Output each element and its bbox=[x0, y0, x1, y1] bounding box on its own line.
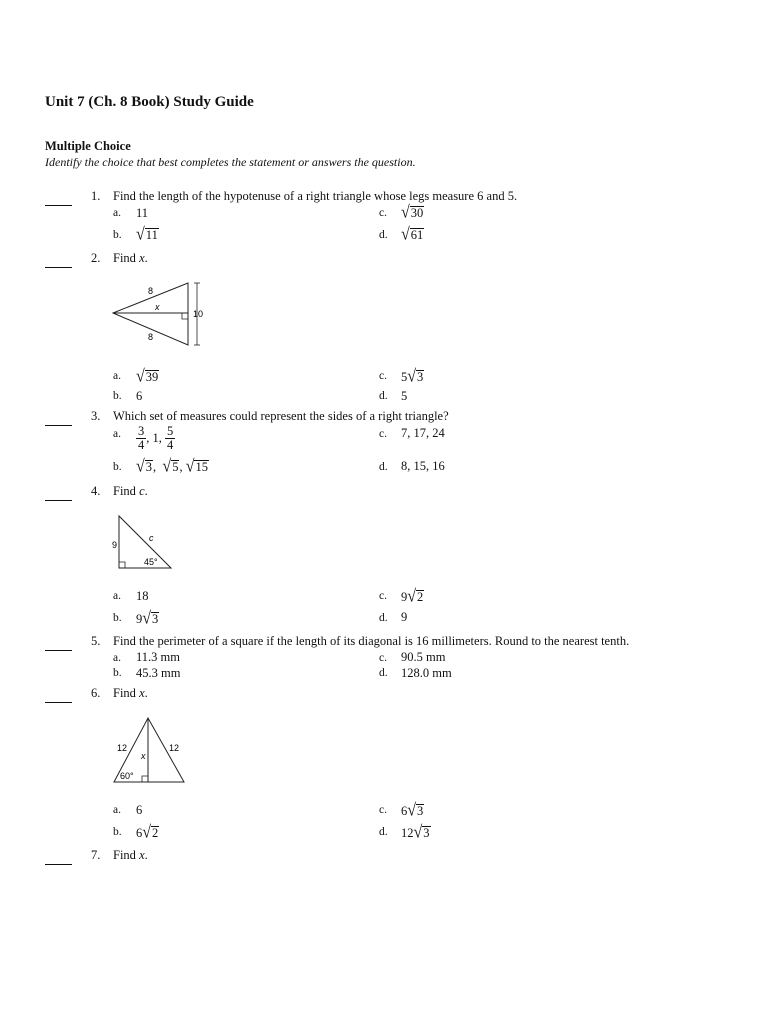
fraction: $\frac{5}{4}$ bbox=[167, 424, 174, 453]
triangle-figure bbox=[108, 280, 208, 350]
option-value: 6 bbox=[136, 389, 143, 403]
option-letter: c. bbox=[379, 590, 387, 602]
option-letter: c. bbox=[379, 652, 387, 664]
question-text: Find the perimeter of a square if the length of its diagonal is 16 millimeters. Round to the nearest tenth. bbox=[113, 634, 630, 648]
option-value: 5 bbox=[401, 389, 408, 403]
angle-label: 60° bbox=[120, 771, 134, 781]
option-letter: b. bbox=[113, 826, 122, 838]
answer-blank[interactable] bbox=[45, 499, 72, 501]
side-label: 12 bbox=[169, 743, 180, 753]
option-letter: a. bbox=[113, 428, 121, 440]
side-label: 8 bbox=[148, 286, 154, 296]
altitude-label: x bbox=[141, 751, 146, 761]
answer-blank[interactable] bbox=[45, 204, 72, 206]
radical-expression: 9√3 bbox=[136, 609, 159, 628]
option-letter: a. bbox=[113, 370, 121, 382]
question-text: Find c. bbox=[113, 484, 148, 498]
option-value bbox=[401, 227, 424, 243]
option-value: 90.5 mm bbox=[401, 650, 446, 664]
option-value bbox=[136, 227, 159, 243]
radical-expression: 5√3 bbox=[401, 367, 424, 386]
option-value: 11.3 mm bbox=[136, 650, 180, 664]
section-instructions: Identify the choice that best completes the statement or answers the question. bbox=[45, 155, 416, 169]
fraction: $\frac{3}{4}$ bbox=[138, 424, 145, 453]
question-text: Find the length of the hypotenuse of a right triangle whose legs measure 6 and 5. bbox=[113, 189, 518, 203]
option-letter: b. bbox=[113, 390, 122, 402]
question-number: 3. bbox=[91, 409, 101, 423]
side-label: 8 bbox=[148, 332, 154, 342]
answer-blank[interactable] bbox=[45, 266, 72, 268]
option-value: 8, 15, 16 bbox=[401, 459, 445, 473]
option-value: 128.0 mm bbox=[401, 666, 452, 680]
option-letter: d. bbox=[379, 390, 388, 402]
option-letter: c. bbox=[379, 207, 387, 219]
option-value: $\frac{3}{4}$ , 1, $\frac{5}{4}$ bbox=[138, 424, 174, 453]
side-label: 9 bbox=[112, 540, 118, 550]
question-number: 2. bbox=[91, 251, 101, 265]
answer-blank[interactable] bbox=[45, 701, 72, 703]
question-number: 7. bbox=[91, 848, 101, 862]
question-number: 5. bbox=[91, 634, 101, 648]
option-value bbox=[136, 369, 159, 385]
radical-expression: √15 bbox=[185, 457, 208, 476]
triangle-figure bbox=[108, 712, 190, 787]
option-value: 9 bbox=[401, 610, 408, 624]
section-heading: Multiple Choice bbox=[45, 139, 131, 153]
question-number: 6. bbox=[91, 686, 101, 700]
radical-expression: 9√2 bbox=[401, 587, 424, 606]
radical-expression: 12√3 bbox=[401, 823, 430, 842]
option-value bbox=[136, 825, 159, 841]
option-letter: b. bbox=[113, 461, 122, 473]
question-text: Find x. bbox=[113, 251, 148, 265]
option-letter: c. bbox=[379, 370, 387, 382]
radical-expression: √3 bbox=[136, 457, 153, 476]
option-letter: a. bbox=[113, 207, 121, 219]
option-letter: b. bbox=[113, 667, 122, 679]
option-letter: d. bbox=[379, 667, 388, 679]
answer-blank[interactable] bbox=[45, 863, 72, 865]
radical-expression: 6√3 bbox=[401, 801, 424, 820]
radical-expression: √30 bbox=[401, 203, 424, 222]
option-value: 6 bbox=[136, 803, 143, 817]
option-letter: a. bbox=[113, 590, 121, 602]
question-number: 4. bbox=[91, 484, 101, 498]
side-label: 12 bbox=[117, 743, 128, 753]
radical-expression: √11 bbox=[136, 225, 158, 244]
question-number: 1. bbox=[91, 189, 101, 203]
option-letter: c. bbox=[379, 428, 387, 440]
radical-expression: √61 bbox=[401, 225, 424, 244]
option-value: 7, 17, 24 bbox=[401, 426, 445, 440]
option-value: 45.3 mm bbox=[136, 666, 181, 680]
question-text: Find x. bbox=[113, 848, 148, 862]
option-value bbox=[401, 803, 424, 819]
option-value: 11 bbox=[136, 206, 149, 220]
option-letter: d. bbox=[379, 612, 388, 624]
page-title: Unit 7 (Ch. 8 Book) Study Guide bbox=[45, 94, 254, 110]
option-letter: a. bbox=[113, 804, 121, 816]
option-value bbox=[401, 369, 424, 385]
option-letter: c. bbox=[379, 804, 387, 816]
segment-label: x bbox=[155, 302, 160, 312]
option-value: 18 bbox=[136, 589, 149, 603]
answer-blank[interactable] bbox=[45, 424, 72, 426]
radical-expression: 6√2 bbox=[136, 823, 159, 842]
option-letter: d. bbox=[379, 229, 388, 241]
option-letter: b. bbox=[113, 229, 122, 241]
triangle-figure bbox=[108, 510, 178, 575]
option-letter: a. bbox=[113, 652, 121, 664]
question-text: Which set of measures could represent the sides of a right triangle? bbox=[113, 409, 449, 423]
option-letter: d. bbox=[379, 826, 388, 838]
radical-expression: √5 bbox=[162, 457, 179, 476]
side-label: c bbox=[149, 533, 154, 543]
option-value bbox=[401, 825, 431, 841]
option-value bbox=[401, 589, 424, 605]
answer-blank[interactable] bbox=[45, 649, 72, 651]
option-value: √3, √5, √15 bbox=[136, 457, 208, 476]
question-text: Find x. bbox=[113, 686, 148, 700]
option-value bbox=[401, 205, 424, 221]
radical-expression: √39 bbox=[136, 367, 159, 386]
side-label: 10 bbox=[193, 309, 204, 319]
option-value bbox=[136, 611, 159, 627]
option-letter: d. bbox=[379, 461, 388, 473]
option-letter: b. bbox=[113, 612, 122, 624]
angle-label: 45° bbox=[144, 557, 158, 567]
